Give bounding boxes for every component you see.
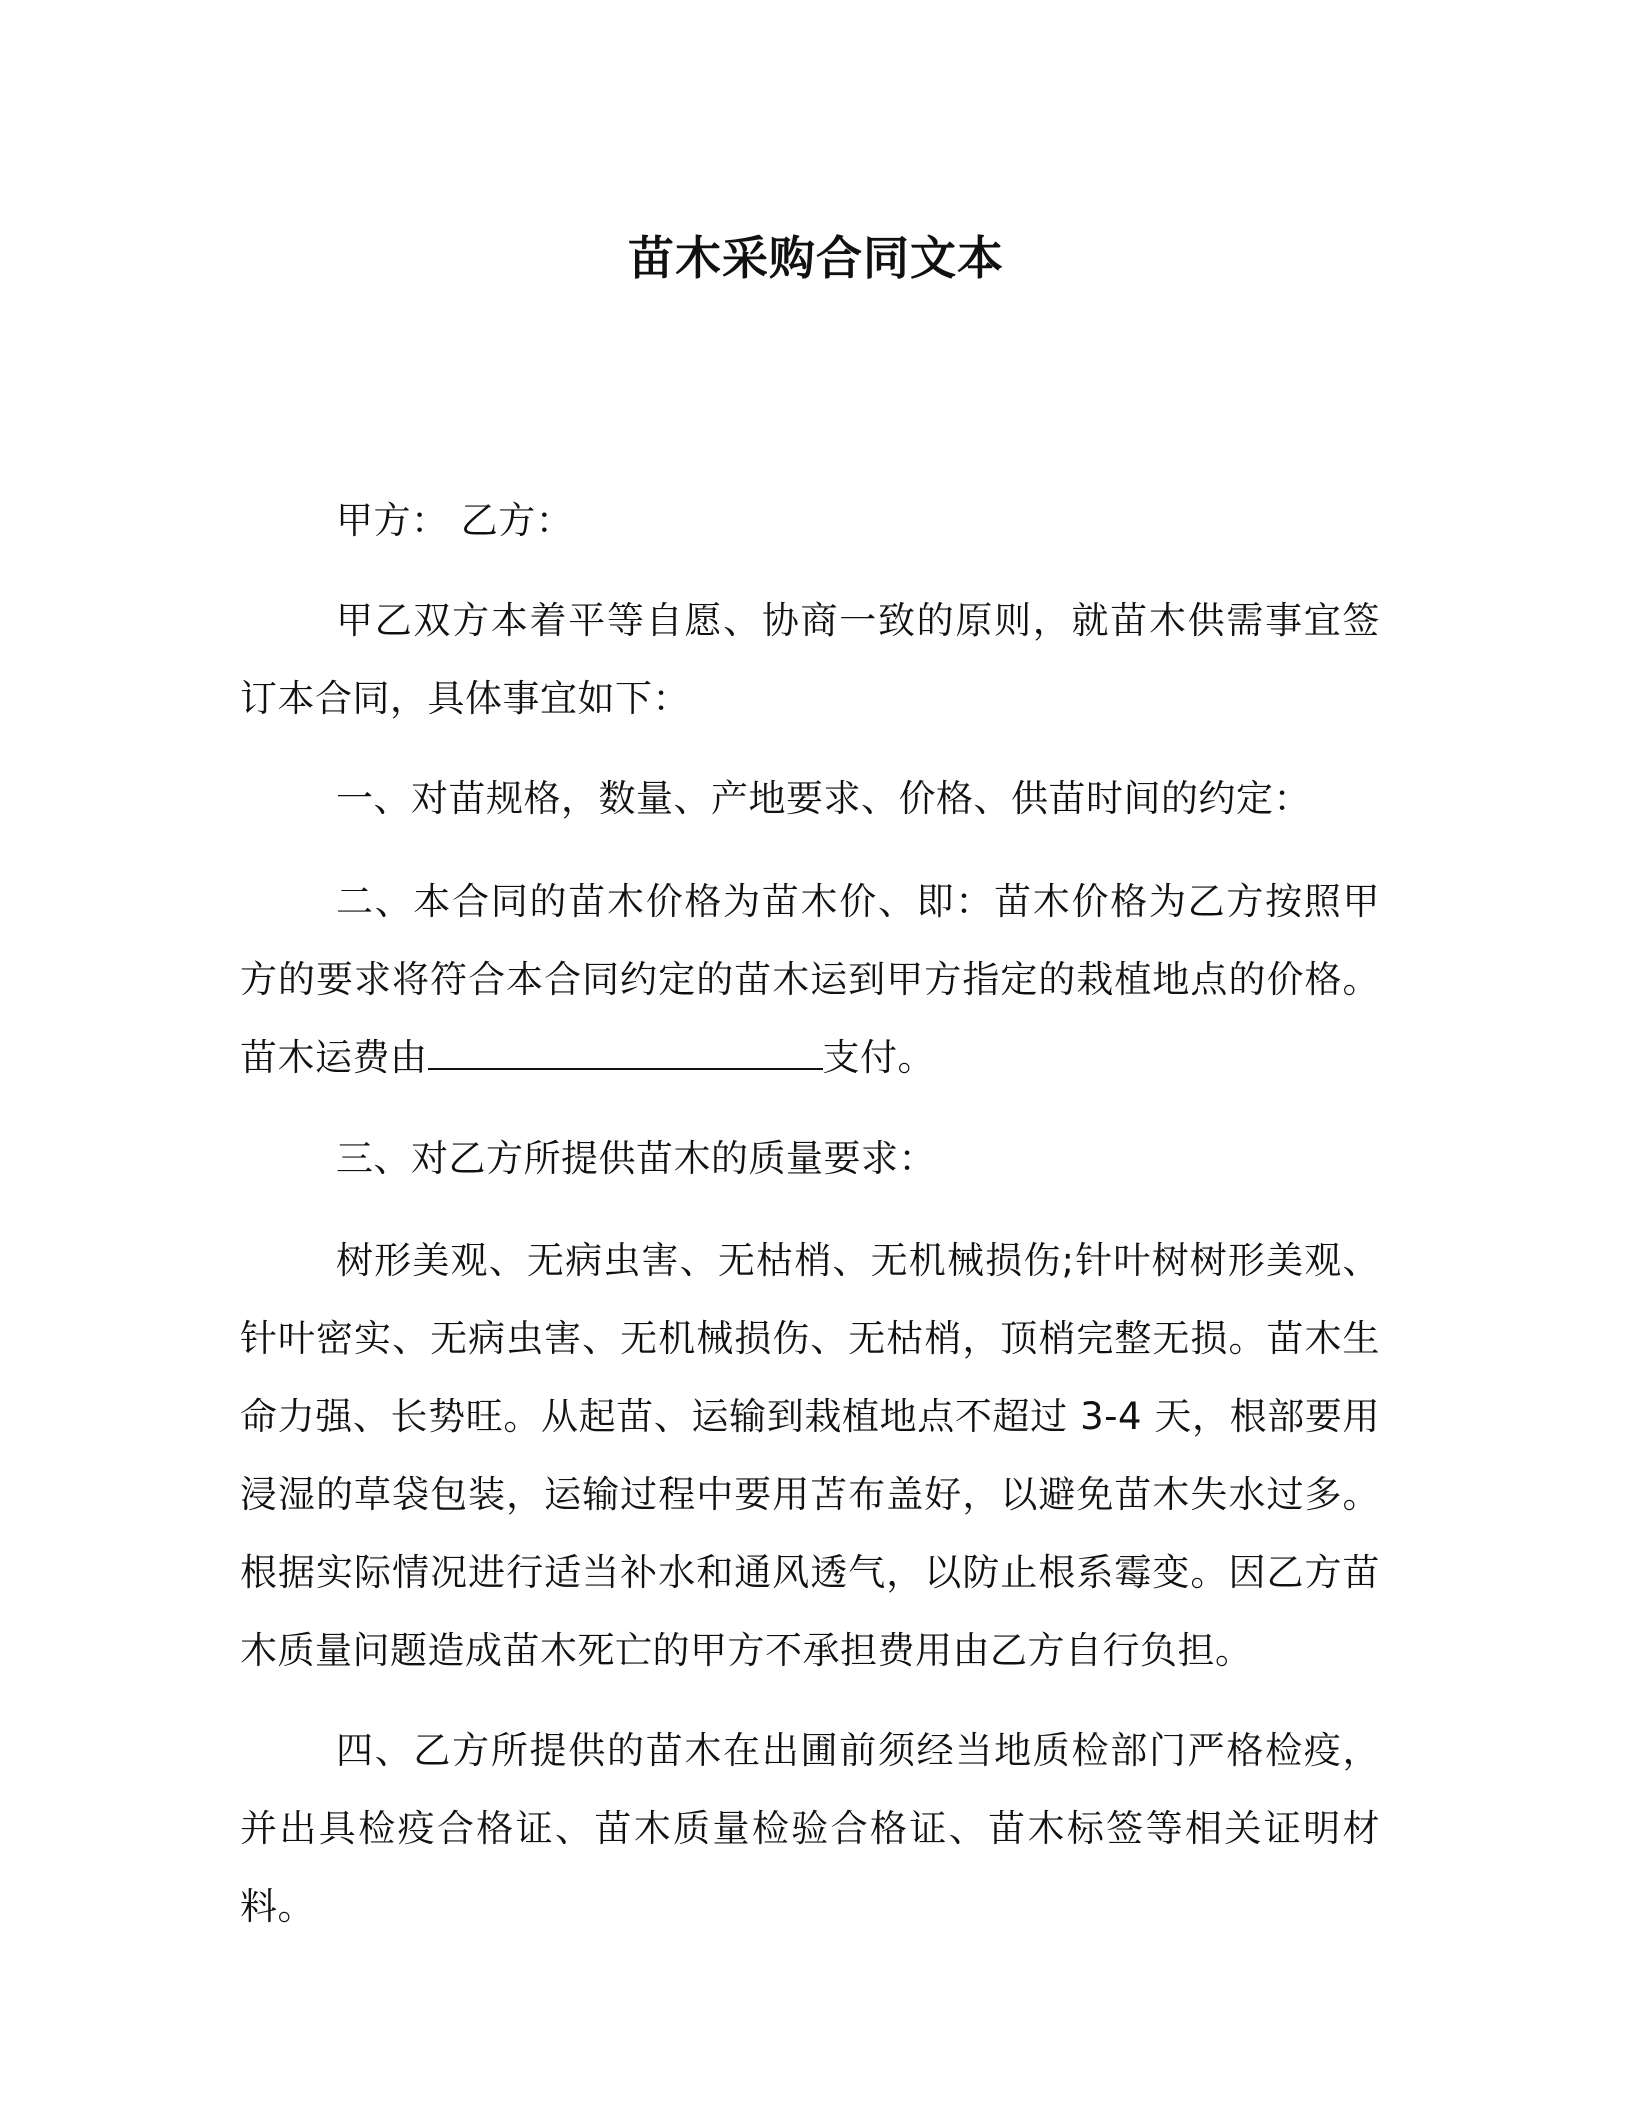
intro-paragraph — [240, 582, 1380, 738]
clause-4-text: 四、乙方所提供的苗木在出圃前须经当地质检部门严格检疫，并出具检疫合格证、苗木质量检验合格证、苗木标签等相关证明材料。 — [240, 1729, 1380, 1928]
parties-line — [240, 482, 1380, 560]
document-title: 苗木采购合同文本 — [628, 231, 1004, 285]
clause-1 — [240, 760, 1380, 838]
clause-3-detail-text: 树形美观、无病虫害、无枯梢、无机械损伤;针叶树树形美观、针叶密实、无病虫害、无机械损伤、无枯梢，顶梢完整无损。苗木生命力强、长势旺。从起苗、运输到栽植地点不超过 3-4 天，根部要用浸湿的草袋包装，运输过程中要用苫布盖好，以避免苗木失水过多。根据实际情况进行适当补水和通风透气，以防止根系霉变。因乙方苗木质量问题造成苗木死亡的甲方不承担费用由乙方自行负担。 — [240, 1239, 1380, 1672]
clause-2-text — [240, 863, 1380, 1097]
clause-2 — [240, 863, 1380, 1097]
clause-3 — [240, 1120, 1380, 1198]
clause-2-text-part1: 二、本合同的苗木价格为苗木价、即：苗木价格为乙方按照甲方的要求将符合本合同约定的苗木运到甲方指定的栽植地点的价格。苗木运费由 — [240, 880, 1380, 1079]
clause-1-text: 一、对苗规格，数量、产地要求、价格、供苗时间的约定： — [336, 777, 1311, 820]
intro-text: 甲乙双方本着平等自愿、协商一致的原则，就苗木供需事宜签订本合同，具体事宜如下： — [240, 599, 1380, 720]
fill-in-blank-line[interactable] — [428, 1038, 823, 1070]
parties-text: 甲方： 乙方： — [336, 499, 574, 542]
clause-2-text-part2: 支付。 — [822, 1036, 935, 1079]
clause-3-detail — [240, 1222, 1380, 1690]
clause-3-text: 三、对乙方所提供苗木的质量要求： — [336, 1137, 936, 1180]
clause-4 — [240, 1712, 1380, 1946]
